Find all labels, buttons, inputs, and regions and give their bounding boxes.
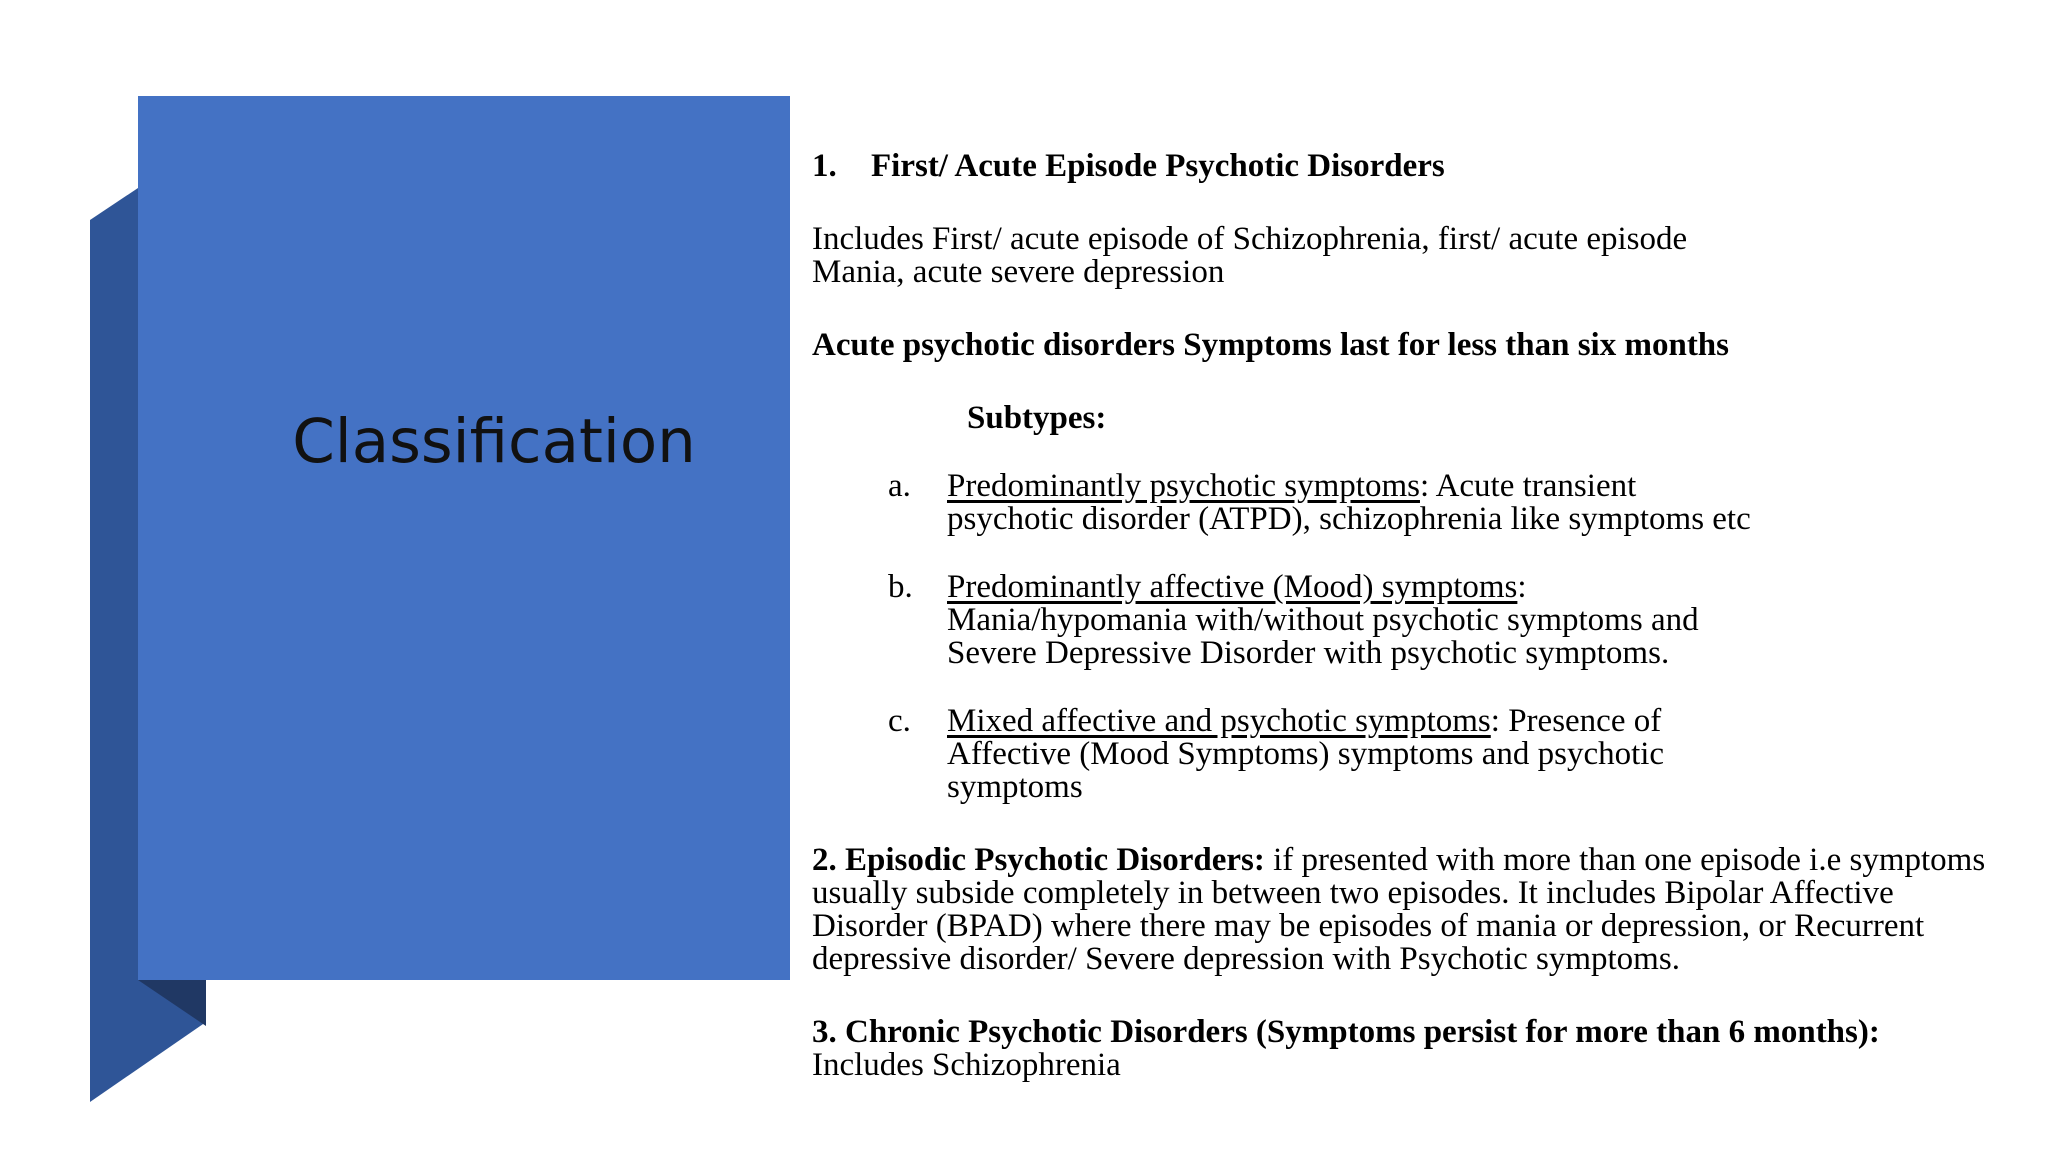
subtype-letter: c. [888,703,911,739]
subtype-letter: a. [888,468,911,504]
subtype-desc: : Presence of Affective (Mood Symptoms) symptoms and psychotic symptoms [947,703,1665,805]
subtype-name: Predominantly psychotic symptoms [947,468,1420,504]
subtypes-label: Subtypes: [967,400,1107,436]
title-box [138,96,790,986]
section2-text: if presented with more than one episode i.e symptoms usually subside completely in between two episodes. It includes Bipolar Affective Disorder (BPAD) where there may be episodes of mania or depression, or Recurrent depressive disorder/ Severe depression with Psychotic symptoms. [812,842,1986,977]
slide-title: Classification [292,405,696,477]
subtype-body [947,571,1767,670]
content-body [812,150,2012,1082]
subtype-body [947,470,1767,536]
section1-heading [812,150,2012,183]
subtype-item [888,705,2012,804]
subtype-desc: : Acute transient psychotic disorder (ATPD), schizophrenia like symptoms etc [947,468,1751,537]
subtype-letter: b. [888,569,913,605]
section1-includes: Includes First/ acute episode of Schizophrenia, first/ acute episode Mania, acute severe depression [812,221,1688,290]
section3-text: Includes Schizophrenia [812,1047,1121,1083]
section1-number: 1. [812,148,837,184]
subtype-name: Mixed affective and psychotic symptoms [947,703,1491,739]
subtype-body [947,705,1737,804]
section3-heading: 3. Chronic Psychotic Disorders (Symptoms persist for more than 6 months): [812,1014,1880,1050]
subtype-name: Predominantly affective (Mood) symptoms [947,569,1518,605]
subtype-item [888,470,2012,536]
section1-title: First/ Acute Episode Psychotic Disorders [871,148,1445,184]
subtype-item [888,571,2012,670]
subtype-desc: : Mania/hypomania with/without psychotic symptoms and Severe Depressive Disorder with psychotic symptoms. [947,569,1699,671]
section2 [812,844,1992,976]
section1-duration-note: Acute psychotic disorders Symptoms last for less than six months [812,327,1730,363]
section2-heading: 2. Episodic Psychotic Disorders: [812,842,1265,878]
